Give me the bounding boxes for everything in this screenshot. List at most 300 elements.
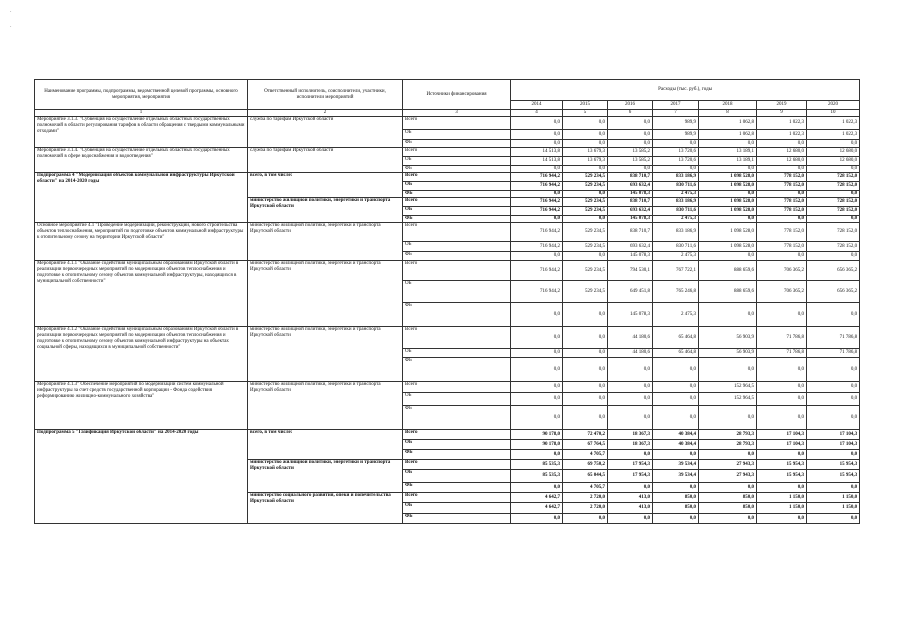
funding-source-cell: Всего <box>403 327 511 349</box>
amount-cell: 0,0 <box>563 166 608 173</box>
funding-source-cell: ФБ <box>403 358 511 382</box>
amount-cell: 0,0 <box>699 166 757 173</box>
executor-cell: служба по тарифам Иркутской области <box>248 148 403 173</box>
year-header: 2014 <box>511 101 563 110</box>
amount-cell: 15 954,3 <box>807 470 860 483</box>
amount-cell: 44 180,6 <box>608 349 653 358</box>
amount-cell: 0,0 <box>699 252 757 261</box>
table-body <box>35 117 860 524</box>
funding-source-cell: ОБ <box>403 182 511 191</box>
amount-cell: 0,0 <box>699 303 757 327</box>
amount-cell: 716 944,2 <box>511 173 563 182</box>
amount-cell: 0,0 <box>608 130 653 140</box>
amount-cell: 0,0 <box>511 358 563 382</box>
amount-cell: 850,0 <box>699 493 757 503</box>
amount-cell: 27 943,3 <box>699 470 757 483</box>
column-index: 9 <box>757 110 807 117</box>
amount-cell: 0,0 <box>563 514 608 524</box>
amount-cell: 152 964,5 <box>699 393 757 406</box>
amount-cell: 0,0 <box>653 514 699 524</box>
amount-cell: 529 234,5 <box>563 223 608 242</box>
amount-cell: 71 786,8 <box>807 349 860 358</box>
executor-cell: министерство жилищной политики, энергетики и транспорта Иркутской области <box>248 261 403 327</box>
amount-cell: 40 384,4 <box>653 430 699 440</box>
amount-cell: 888 659,6 <box>699 281 757 303</box>
amount-cell: 830 711,6 <box>653 182 699 191</box>
amount-cell: 2 475,3 <box>653 216 699 223</box>
amount-cell: 1 022,3 <box>807 130 860 140</box>
amount-cell: 728 152,0 <box>807 182 860 191</box>
funding-source-cell: ФБ <box>403 450 511 460</box>
amount-cell: 2 475,3 <box>653 252 699 261</box>
amount-cell: 794 530,1 <box>608 261 653 281</box>
amount-cell: 0,0 <box>563 191 608 198</box>
amount-cell: 0,0 <box>608 166 653 173</box>
amount-cell: 18 367,3 <box>608 430 653 440</box>
amount-cell: 39 534,4 <box>653 460 699 470</box>
amount-cell: 90 178,0 <box>511 430 563 440</box>
amount-cell: 0,0 <box>511 303 563 327</box>
amount-cell: 706 365,2 <box>757 281 807 303</box>
amount-cell: 2 720,0 <box>563 503 608 514</box>
amount-cell: 728 152,0 <box>807 207 860 216</box>
funding-source-cell: ФБ <box>403 483 511 493</box>
amount-cell: 0,0 <box>608 450 653 460</box>
amount-cell: 2 475,3 <box>653 191 699 198</box>
executor-cell: министерство социального развития, опеки и попечительства Иркутской области <box>248 493 403 524</box>
amount-cell: 0,0 <box>563 393 608 406</box>
financing-table <box>34 79 860 524</box>
amount-cell: 529 234,5 <box>563 261 608 281</box>
amount-cell: 716 944,2 <box>511 207 563 216</box>
amount-cell: 13 720,6 <box>653 157 699 166</box>
amount-cell: 0,0 <box>563 382 608 393</box>
amount-cell: 4 705,7 <box>563 450 608 460</box>
amount-cell: 0,0 <box>563 130 608 140</box>
amount-cell: 0,0 <box>511 191 563 198</box>
amount-cell: 0,0 <box>699 450 757 460</box>
amount-cell: 13 720,6 <box>653 148 699 157</box>
column-index: 5 <box>563 110 608 117</box>
amount-cell: 17 954,3 <box>608 470 653 483</box>
header-executor: Ответственный исполнитель, соисполнители, участники, исполнители мероприятий <box>248 80 403 110</box>
amount-cell: 0,0 <box>699 140 757 148</box>
funding-source-cell: Всего <box>403 223 511 242</box>
amount-cell: 0,0 <box>563 358 608 382</box>
amount-cell: 833 186,9 <box>653 173 699 182</box>
amount-cell: 12 680,0 <box>807 157 860 166</box>
amount-cell: 69 750,2 <box>563 460 608 470</box>
amount-cell: 18 367,3 <box>608 440 653 450</box>
funding-source-cell: Всего <box>403 117 511 130</box>
funding-source-cell: ФБ <box>403 406 511 430</box>
amount-cell: 71 786,8 <box>807 327 860 349</box>
amount-cell: 728 152,0 <box>807 173 860 182</box>
amount-cell: 0,0 <box>807 382 860 393</box>
table-row <box>35 173 860 182</box>
amount-cell: 39 534,4 <box>653 470 699 483</box>
amount-cell: 0,0 <box>699 514 757 524</box>
executor-cell: министерство жилищной политики, энергетики и транспорта Иркутской области <box>248 223 403 261</box>
amount-cell: 765 246,8 <box>653 281 699 303</box>
column-index: 10 <box>807 110 860 117</box>
amount-cell: 850,0 <box>653 503 699 514</box>
column-index: 7 <box>653 110 699 117</box>
amount-cell: 0,0 <box>653 140 699 148</box>
amount-cell: 1 150,0 <box>807 503 860 514</box>
funding-source-cell: ФБ <box>403 140 511 148</box>
funding-source-cell: ОБ <box>403 130 511 140</box>
amount-cell: 85 535,3 <box>511 460 563 470</box>
amount-cell: 0,0 <box>757 514 807 524</box>
amount-cell: 0,0 <box>563 117 608 130</box>
amount-cell: 1 098 528,0 <box>699 198 757 207</box>
amount-cell: 0,0 <box>757 382 807 393</box>
amount-cell: 1 150,0 <box>807 493 860 503</box>
amount-cell: 716 944,2 <box>511 182 563 191</box>
amount-cell: 0,0 <box>511 166 563 173</box>
amount-cell: 71 786,8 <box>757 327 807 349</box>
amount-cell: 716 944,2 <box>511 242 563 252</box>
amount-cell: 0,0 <box>511 140 563 148</box>
header-expenses: Расходы (тыс. руб.), годы <box>511 80 860 101</box>
table-row <box>35 327 860 349</box>
amount-cell: 0,0 <box>563 216 608 223</box>
table-row <box>35 430 860 440</box>
amount-cell: 0,0 <box>757 216 807 223</box>
amount-cell: 778 152,0 <box>757 242 807 252</box>
amount-cell: 0,0 <box>653 483 699 493</box>
amount-cell: 1 022,3 <box>807 117 860 130</box>
amount-cell: 0,0 <box>653 358 699 382</box>
amount-cell: 1 150,0 <box>757 503 807 514</box>
funding-source-cell: ОБ <box>403 281 511 303</box>
amount-cell: 65 464,8 <box>653 349 699 358</box>
program-name-cell: Подпрограмма 5 "Газификация Иркутской области" на 2014-2020 годы <box>35 430 248 524</box>
amount-cell: 152 964,5 <box>699 382 757 393</box>
program-name-cell: Мероприятие 4.1.3" Обеспечение мероприятий по модернизации систем коммунальной инфраструктуры за счет средств государственной корпорации - Фонда содействия реформированию жилищно-коммунального хозяйства" <box>35 382 248 430</box>
amount-cell: 0,0 <box>653 450 699 460</box>
funding-source-cell: ОБ <box>403 393 511 406</box>
funding-source-cell: ОБ <box>403 440 511 450</box>
amount-cell: 13 679,3 <box>563 148 608 157</box>
funding-source-cell: Всего <box>403 430 511 440</box>
amount-cell: 13 585,2 <box>608 157 653 166</box>
amount-cell: 0,0 <box>807 358 860 382</box>
amount-cell: 13 679,3 <box>563 157 608 166</box>
amount-cell: 67 764,5 <box>563 440 608 450</box>
amount-cell: 0,0 <box>807 140 860 148</box>
amount-cell: 0,0 <box>608 358 653 382</box>
funding-source-cell: ФБ <box>403 166 511 173</box>
amount-cell: 2 720,0 <box>563 493 608 503</box>
amount-cell: 706 365,2 <box>757 261 807 281</box>
column-index: 1 <box>35 110 248 117</box>
program-name-cell: Мероприятие 3.1.3. "Субвенция на осуществление отдельных областных государственных полномочий в области регулирования тарифов в области обращения с твердыми коммунальными отходами" <box>35 117 248 148</box>
funding-source-cell: ФБ <box>403 303 511 327</box>
index-row <box>35 110 860 117</box>
amount-cell: 0,0 <box>608 514 653 524</box>
amount-cell: 0,0 <box>757 450 807 460</box>
amount-cell: 0,0 <box>563 406 608 430</box>
funding-source-cell: ОБ <box>403 503 511 514</box>
amount-cell: 0,0 <box>511 349 563 358</box>
column-index: 4 <box>511 110 563 117</box>
year-header: 2018 <box>699 101 757 110</box>
amount-cell: 0,0 <box>757 166 807 173</box>
program-name-cell: Подпрограмма 4 "Модернизация объектов коммунальной инфраструктуры Иркутской области" на 2014-2020 годы <box>35 173 248 223</box>
funding-source-cell: Всего <box>403 173 511 182</box>
funding-source-cell: ФБ <box>403 191 511 198</box>
financing-table-page <box>34 79 859 524</box>
amount-cell: 413,0 <box>608 503 653 514</box>
amount-cell: 529 234,5 <box>563 242 608 252</box>
amount-cell: 830 711,6 <box>653 242 699 252</box>
amount-cell: 12 680,0 <box>757 157 807 166</box>
amount-cell: 1 098 528,0 <box>699 207 757 216</box>
funding-source-cell: ФБ <box>403 252 511 261</box>
amount-cell: 1 098 528,0 <box>699 182 757 191</box>
funding-source-cell: ОБ <box>403 349 511 358</box>
program-name-cell: Мероприятие 3.1.4. "Субвенция на осуществление отдельных областных государственных полномочий в сфере водоснабжения и водоотведения" <box>35 148 248 173</box>
amount-cell: 0,0 <box>757 393 807 406</box>
funding-source-cell: Всего <box>403 148 511 157</box>
amount-cell: 0,0 <box>608 393 653 406</box>
amount-cell: 0,0 <box>511 483 563 493</box>
amount-cell: 0,0 <box>511 393 563 406</box>
amount-cell: 0,0 <box>608 382 653 393</box>
amount-cell: 145 078,3 <box>608 216 653 223</box>
amount-cell: 838 710,7 <box>608 198 653 207</box>
amount-cell: 14 513,8 <box>511 157 563 166</box>
program-name-cell: Мероприятие 4.1.1 "Оказание содействия муниципальным образованиям Иркутской области в реализации первоочередных мероприятий по модернизации объектов теплоснабжения и подготовке к отопительному сезону объектов коммунальной инфраструктуры, находящихся в муниципальной собственности" <box>35 261 248 327</box>
amount-cell: 0,0 <box>563 349 608 358</box>
amount-cell: 693 632,4 <box>608 207 653 216</box>
amount-cell: 0,0 <box>511 327 563 349</box>
amount-cell: 728 152,0 <box>807 198 860 207</box>
amount-cell: 145 078,3 <box>608 191 653 198</box>
amount-cell: 1 098 528,0 <box>699 242 757 252</box>
amount-cell: 0,0 <box>757 406 807 430</box>
table-row <box>35 117 860 130</box>
funding-source-cell: ОБ <box>403 470 511 483</box>
amount-cell: 0,0 <box>653 166 699 173</box>
header-program-name: Наименование программы, подпрограммы, ведомственной целевой программы, основного мероприятия, мероприятия <box>35 80 248 110</box>
amount-cell: 4 642,7 <box>511 503 563 514</box>
corner-mark: . <box>10 23 12 29</box>
amount-cell: 2 475,3 <box>653 303 699 327</box>
amount-cell: 13 585,2 <box>608 148 653 157</box>
amount-cell: 728 152,0 <box>807 242 860 252</box>
amount-cell: 44 180,6 <box>608 327 653 349</box>
amount-cell: 529 234,5 <box>563 182 608 191</box>
amount-cell: 0,0 <box>511 252 563 261</box>
amount-cell: 778 152,0 <box>757 173 807 182</box>
executor-cell: министерство жилищной политики, энергетики и транспорта Иркутской области <box>248 382 403 430</box>
amount-cell: 4 642,7 <box>511 493 563 503</box>
funding-source-cell: Всего <box>403 261 511 281</box>
amount-cell: 833 186,9 <box>653 223 699 242</box>
amount-cell: 716 944,2 <box>511 223 563 242</box>
amount-cell: 0,0 <box>563 140 608 148</box>
program-name-cell: Основное мероприятие 4.1 "Проведение модернизации, реконструкции, нового строительства объектов теплоснабжения, мероприятий по подготовке объектов коммунальной инфраструктуры к отопительному сезону на территории Иркутской области" <box>35 223 248 261</box>
amount-cell: 145 078,3 <box>608 252 653 261</box>
amount-cell: 71 786,8 <box>757 349 807 358</box>
funding-source-cell: ФБ <box>403 216 511 223</box>
amount-cell: 13 189,1 <box>699 157 757 166</box>
amount-cell: 56 903,9 <box>699 327 757 349</box>
amount-cell: 838 710,7 <box>608 223 653 242</box>
amount-cell: 529 234,5 <box>563 281 608 303</box>
column-index: 6 <box>608 110 653 117</box>
amount-cell: 145 078,3 <box>608 303 653 327</box>
amount-cell: 716 944,2 <box>511 281 563 303</box>
program-name-cell: Мероприятие 4.1.2 "Оказание содействия муниципальным образованиям Иркутской области в реализации первоочередных мероприятий по модернизации объектов теплоснабжения и подготовке к отопительному сезону объектов коммунальной инфраструктуры на объектах социальной сферы, находящихся в муниципальной собственности" <box>35 327 248 382</box>
year-header: 2020 <box>807 101 860 110</box>
amount-cell: 0,0 <box>511 406 563 430</box>
amount-cell: 656 365,2 <box>807 281 860 303</box>
amount-cell: 413,0 <box>608 493 653 503</box>
amount-cell: 0,0 <box>757 252 807 261</box>
amount-cell: 0,0 <box>511 382 563 393</box>
amount-cell: 0,0 <box>563 303 608 327</box>
amount-cell: 4 705,7 <box>563 483 608 493</box>
amount-cell: 888 659,6 <box>699 261 757 281</box>
amount-cell: 656 365,2 <box>807 261 860 281</box>
amount-cell: 0,0 <box>608 406 653 430</box>
amount-cell: 85 535,3 <box>511 470 563 483</box>
amount-cell: 989,9 <box>653 130 699 140</box>
table-row <box>35 261 860 281</box>
amount-cell: 778 152,0 <box>757 207 807 216</box>
amount-cell: 1 098 528,0 <box>699 223 757 242</box>
amount-cell: 0,0 <box>807 406 860 430</box>
executor-cell: служба по тарифам Иркутской области <box>248 117 403 148</box>
amount-cell: 1 022,3 <box>757 130 807 140</box>
amount-cell: 12 680,0 <box>807 148 860 157</box>
amount-cell: 0,0 <box>511 216 563 223</box>
amount-cell: 65 044,5 <box>563 470 608 483</box>
amount-cell: 15 954,3 <box>807 460 860 470</box>
column-index: 8 <box>699 110 757 117</box>
amount-cell: 778 152,0 <box>757 198 807 207</box>
column-index: 3 <box>403 110 511 117</box>
amount-cell: 0,0 <box>653 406 699 430</box>
amount-cell: 0,0 <box>757 140 807 148</box>
amount-cell: 850,0 <box>699 503 757 514</box>
amount-cell: 0,0 <box>757 358 807 382</box>
funding-source-cell: ФБ <box>403 514 511 524</box>
header-funding-source: Источники финансирования <box>403 80 511 110</box>
amount-cell: 778 152,0 <box>757 182 807 191</box>
amount-cell: 0,0 <box>807 166 860 173</box>
corner-mark: . <box>10 8 12 14</box>
table-row <box>35 223 860 242</box>
funding-source-cell: ОБ <box>403 157 511 166</box>
year-header: 2019 <box>757 101 807 110</box>
amount-cell: 0,0 <box>757 483 807 493</box>
funding-source-cell: Всего <box>403 493 511 503</box>
amount-cell: 778 152,0 <box>757 223 807 242</box>
amount-cell: 0,0 <box>699 358 757 382</box>
amount-cell: 649 451,8 <box>608 281 653 303</box>
amount-cell: 0,0 <box>757 303 807 327</box>
amount-cell: 90 178,0 <box>511 440 563 450</box>
amount-cell: 15 954,3 <box>757 470 807 483</box>
amount-cell: 1 150,0 <box>757 493 807 503</box>
amount-cell: 0,0 <box>807 483 860 493</box>
funding-source-cell: Всего <box>403 460 511 470</box>
amount-cell: 13 189,1 <box>699 148 757 157</box>
amount-cell: 0,0 <box>807 393 860 406</box>
amount-cell: 0,0 <box>608 140 653 148</box>
amount-cell: 27 943,3 <box>699 460 757 470</box>
amount-cell: 830 711,6 <box>653 207 699 216</box>
column-index: 2 <box>248 110 403 117</box>
year-header: 2015 <box>563 101 608 110</box>
amount-cell: 0,0 <box>699 483 757 493</box>
amount-cell: 0,0 <box>699 191 757 198</box>
table-row <box>35 382 860 393</box>
funding-source-cell: ОБ <box>403 207 511 216</box>
amount-cell: 0,0 <box>653 382 699 393</box>
funding-source-cell: ОБ <box>403 242 511 252</box>
amount-cell: 1 062,8 <box>699 117 757 130</box>
amount-cell: 0,0 <box>653 393 699 406</box>
amount-cell: 72 470,2 <box>563 430 608 440</box>
year-header: 2017 <box>653 101 699 110</box>
amount-cell: 12 680,0 <box>757 148 807 157</box>
amount-cell: 0,0 <box>608 117 653 130</box>
amount-cell: 0,0 <box>807 252 860 261</box>
amount-cell: 850,0 <box>653 493 699 503</box>
amount-cell: 0,0 <box>563 252 608 261</box>
table-row <box>35 148 860 157</box>
amount-cell: 40 384,4 <box>653 440 699 450</box>
amount-cell: 833 186,9 <box>653 198 699 207</box>
amount-cell: 0,0 <box>511 514 563 524</box>
amount-cell: 28 793,3 <box>699 430 757 440</box>
amount-cell: 14 513,8 <box>511 148 563 157</box>
amount-cell: 0,0 <box>511 130 563 140</box>
amount-cell: 716 944,2 <box>511 198 563 207</box>
amount-cell: 693 632,4 <box>608 182 653 191</box>
amount-cell: 989,9 <box>653 117 699 130</box>
amount-cell: 0,0 <box>699 216 757 223</box>
amount-cell: 0,0 <box>807 450 860 460</box>
executor-cell: министерство жилищной политики, энергетики и транспорта Иркутской области <box>248 460 403 493</box>
amount-cell: 0,0 <box>511 117 563 130</box>
amount-cell: 1 022,3 <box>757 117 807 130</box>
amount-cell: 767 722,1 <box>653 261 699 281</box>
amount-cell: 838 710,7 <box>608 173 653 182</box>
amount-cell: 0,0 <box>807 191 860 198</box>
amount-cell: 1 098 528,0 <box>699 173 757 182</box>
amount-cell: 0,0 <box>807 514 860 524</box>
amount-cell: 17 104,3 <box>807 440 860 450</box>
amount-cell: 693 632,4 <box>608 242 653 252</box>
executor-cell: всего, в том числе: <box>248 173 403 198</box>
amount-cell: 28 793,3 <box>699 440 757 450</box>
amount-cell: 0,0 <box>608 483 653 493</box>
amount-cell: 0,0 <box>563 327 608 349</box>
amount-cell: 716 944,2 <box>511 261 563 281</box>
amount-cell: 529 234,5 <box>563 173 608 182</box>
amount-cell: 17 104,3 <box>807 430 860 440</box>
amount-cell: 15 954,3 <box>757 460 807 470</box>
funding-source-cell: Всего <box>403 382 511 393</box>
funding-source-cell: Всего <box>403 198 511 207</box>
